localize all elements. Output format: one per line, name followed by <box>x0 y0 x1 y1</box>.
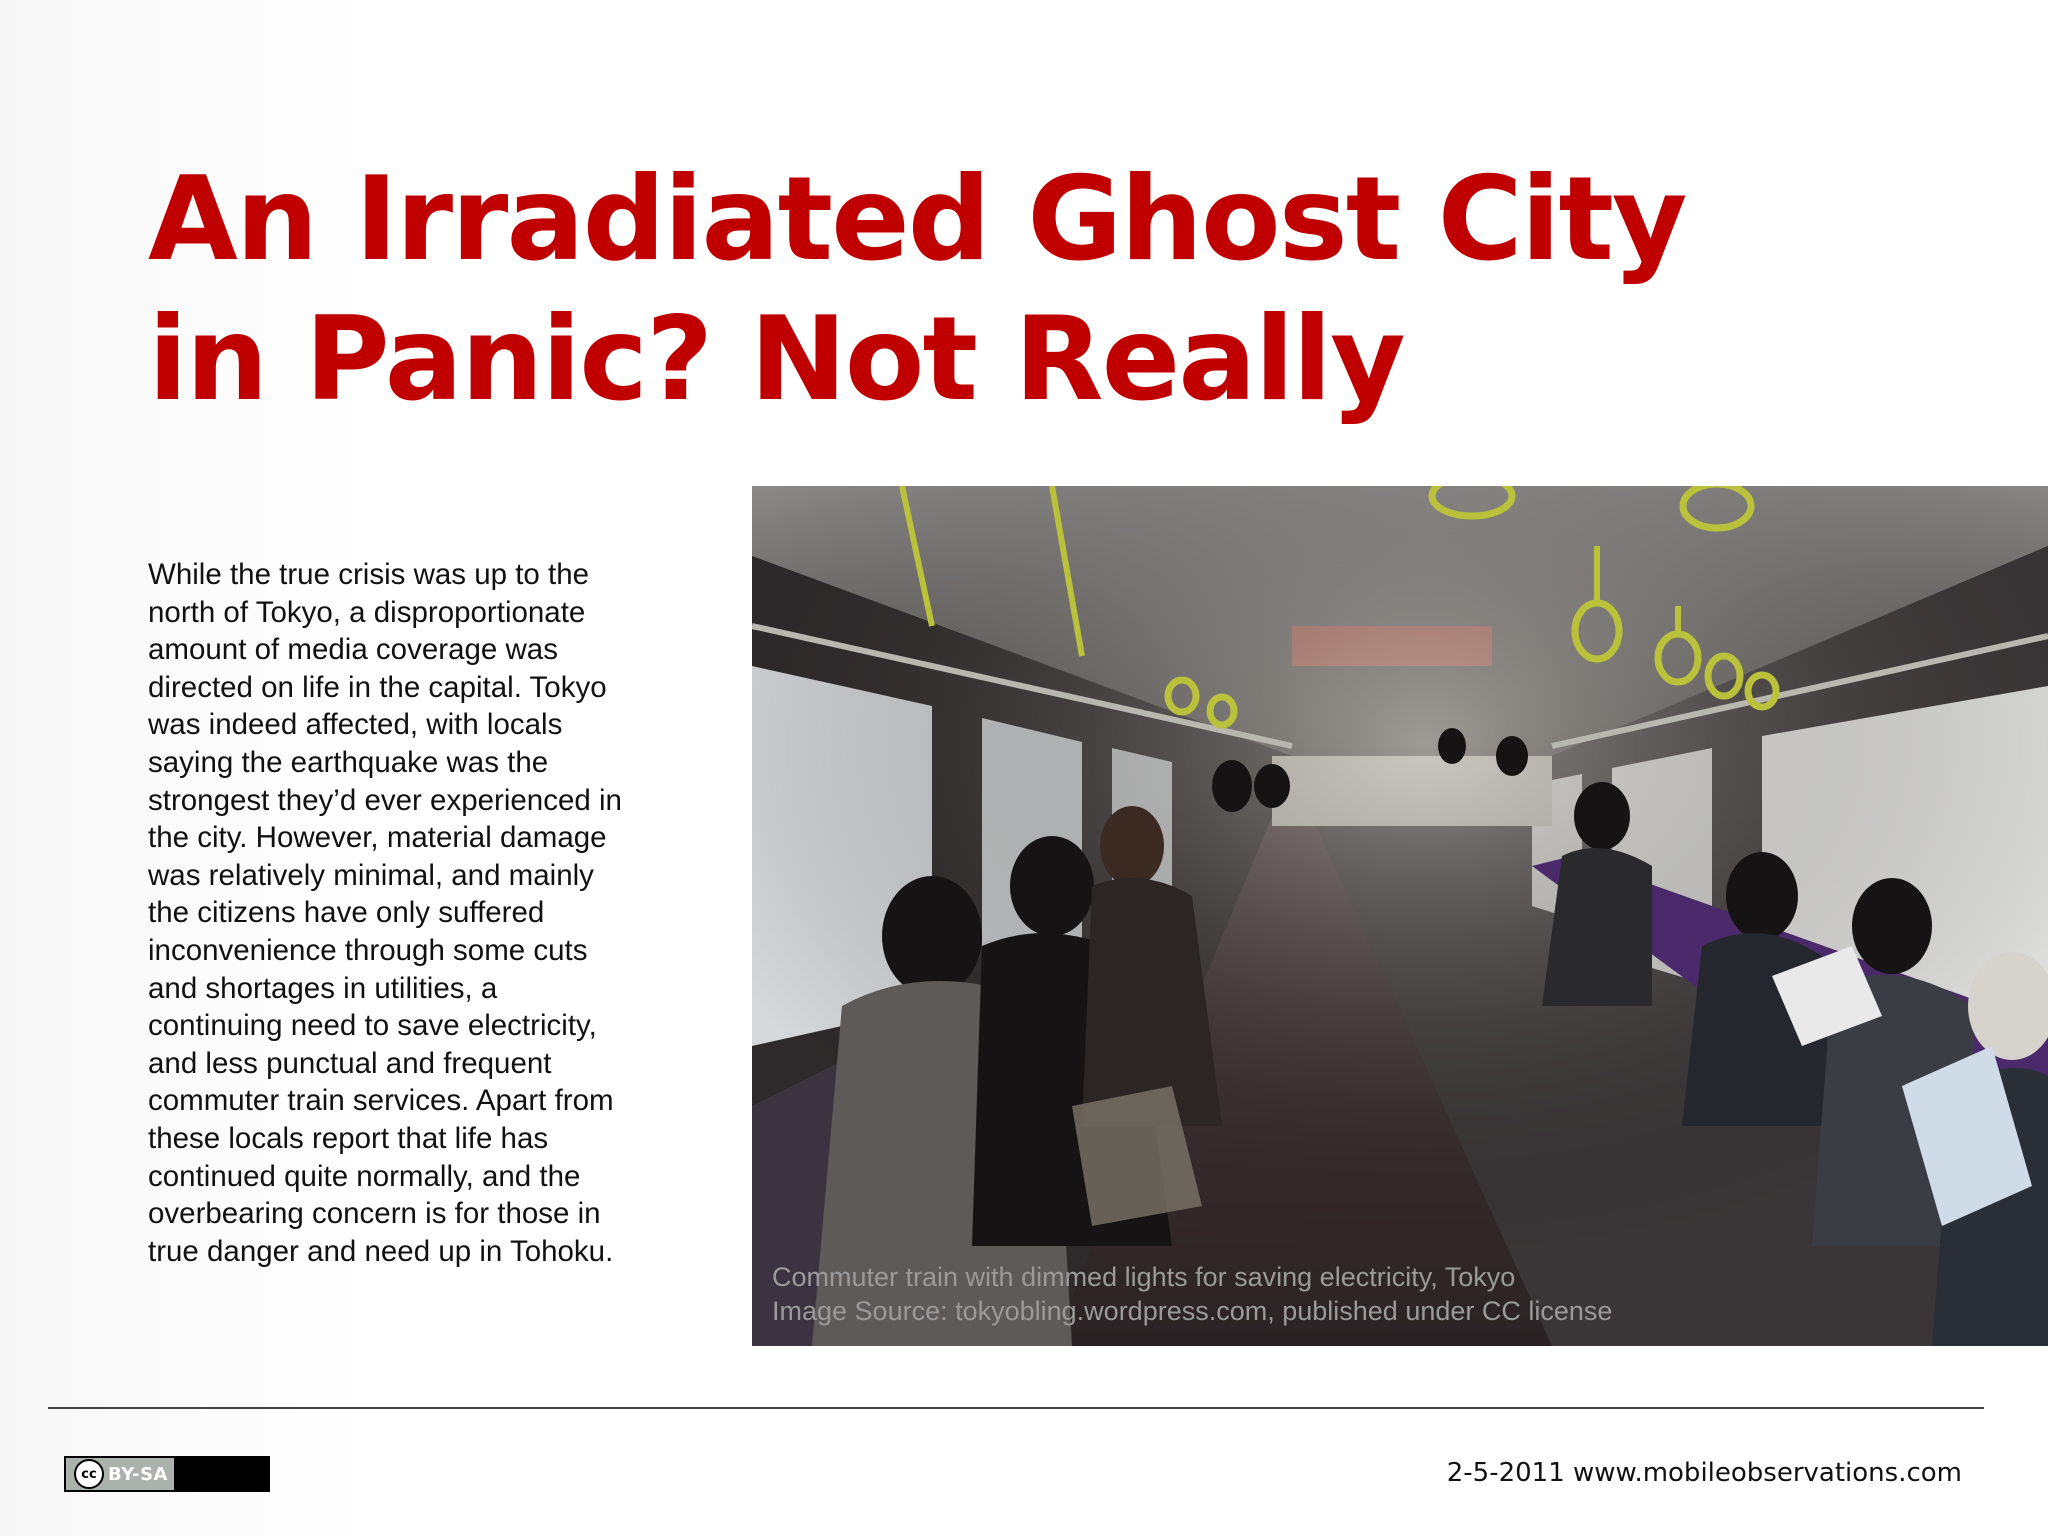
train-photo <box>752 486 2048 1346</box>
body-line: the citizens have only suffered <box>148 896 545 930</box>
body-line: continuing need to save electricity, <box>148 1009 597 1043</box>
train-photo-illustration <box>752 486 2048 1346</box>
photo-caption-line-1: Commuter train with dimmed lights for saving electricity, Tokyo <box>772 1262 1516 1292</box>
cc-license-badge <box>64 1456 270 1492</box>
body-line: overbearing concern is for those in <box>148 1197 601 1231</box>
body-line: saying the earthquake was the <box>148 745 549 779</box>
photo-caption-line-2: Image Source: tokyobling.wordpress.com, published under CC license <box>772 1296 1613 1326</box>
license-label: BY-SA <box>108 1463 168 1485</box>
footer-divider <box>48 1407 1984 1409</box>
body-line: amount of media coverage was <box>148 633 558 667</box>
photo-caption <box>772 1260 2032 1328</box>
body-line: inconvenience through some cuts <box>148 933 588 967</box>
title-line-1: An Irradiated Ghost City <box>148 152 1686 287</box>
body-line: was indeed affected, with locals <box>148 708 563 742</box>
creative-commons-icon: cc <box>74 1459 104 1489</box>
body-line: strongest they’d ever experienced in <box>148 783 622 817</box>
footer-date-site: 2-5-2011 www.mobileobservations.com <box>1446 1458 1962 1488</box>
slide-title <box>148 150 1748 430</box>
body-line: true danger and need up in Tohoku. <box>148 1234 614 1268</box>
body-line: these locals report that life has <box>148 1121 549 1155</box>
cc-badge-right <box>174 1458 268 1490</box>
body-line: While the true crisis was up to the <box>148 558 590 591</box>
body-line: was relatively minimal, and mainly <box>148 858 594 892</box>
body-line: and less punctual and frequent <box>148 1046 552 1080</box>
body-line: north of Tokyo, a disproportionate <box>148 595 586 629</box>
title-line-2: in Panic? Not Really <box>148 292 1404 427</box>
body-line: commuter train services. Apart from <box>148 1084 614 1118</box>
cc-badge-left <box>66 1458 174 1490</box>
body-line: continued quite normally, and the <box>148 1159 581 1193</box>
body-line: the city. However, material damage <box>148 821 607 855</box>
body-paragraph <box>148 556 688 1270</box>
body-line: and shortages in utilities, a <box>148 971 498 1005</box>
body-line: directed on life in the capital. Tokyo <box>148 670 607 704</box>
